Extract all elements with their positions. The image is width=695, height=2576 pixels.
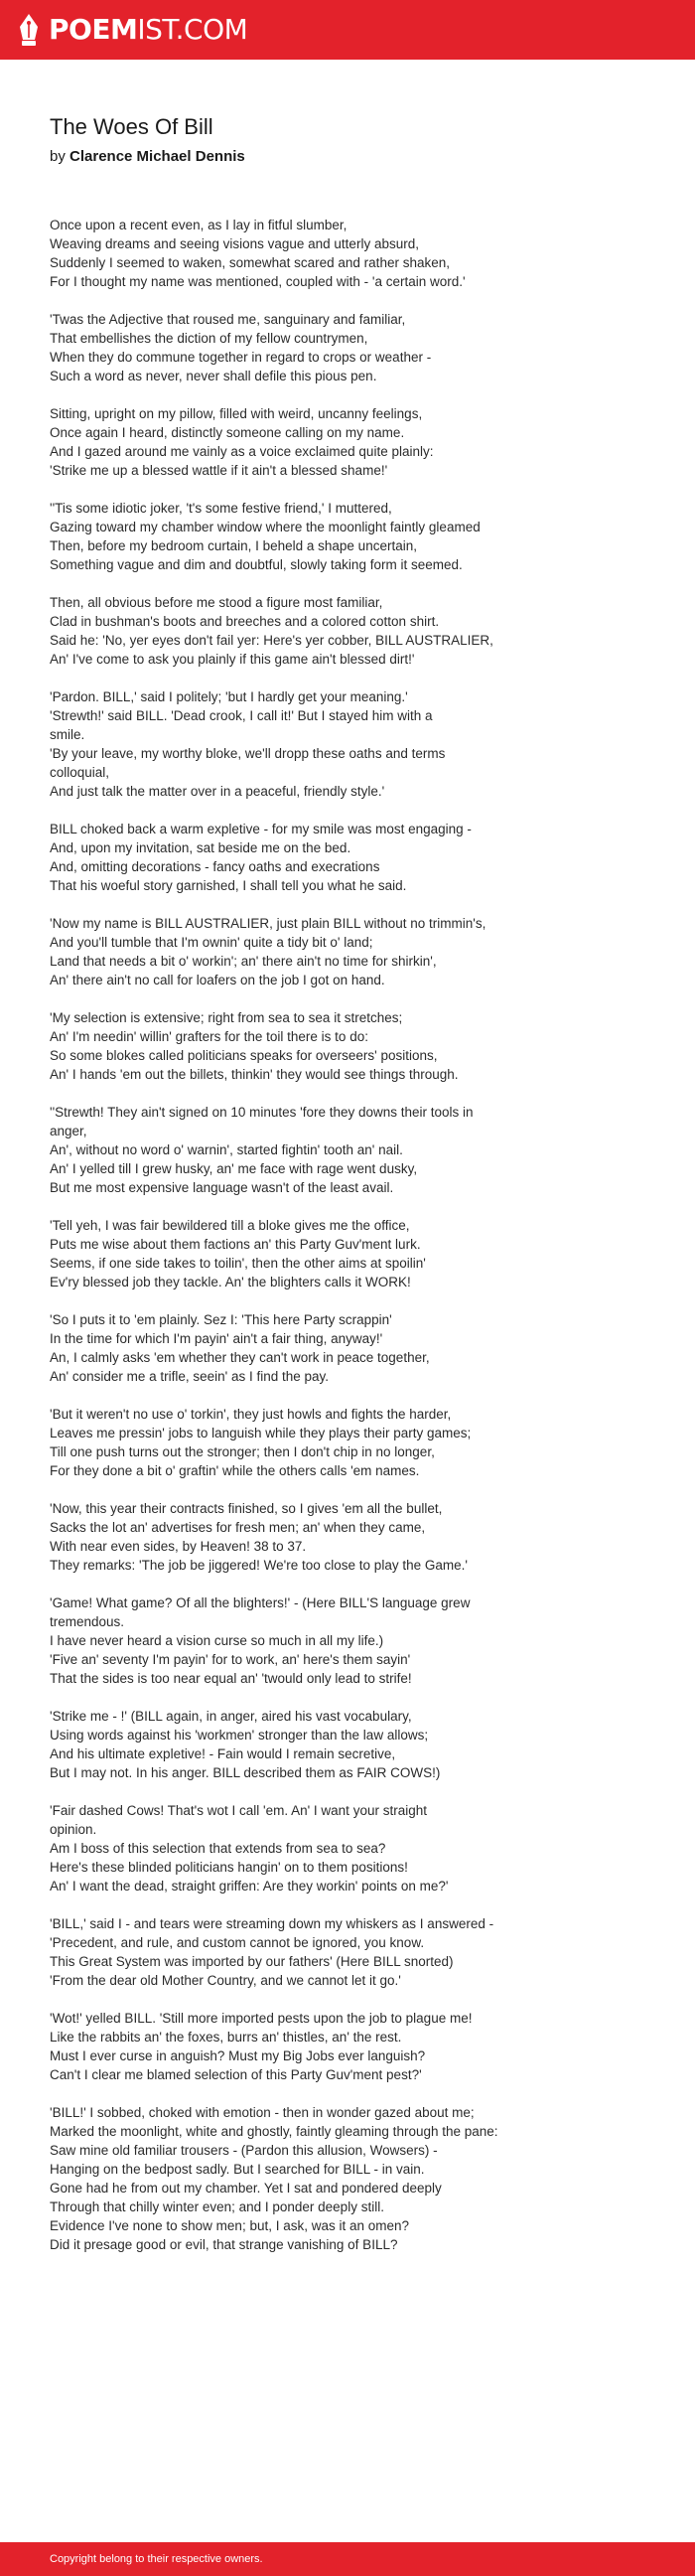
poem-stanza: [50, 914, 581, 989]
copyright-notice: Copyright belong to their respective owners.: [50, 2553, 263, 2565]
poem-stanza: [50, 1310, 581, 1386]
poem-line: That his woeful story garnished, I shall tell you what he said.: [50, 878, 407, 893]
poem-line: And, omitting decorations - fancy oaths and execrations: [50, 859, 380, 874]
poem-line: 'Five an' seventy I'm payin' for to work, an' here's them sayin': [50, 1652, 411, 1667]
poem-line: Once upon a recent even, as I lay in fitful slumber,: [50, 218, 348, 232]
poem-title: The Woes Of Bill: [50, 114, 213, 139]
poem-stanza: [50, 820, 581, 895]
poem-line: But I may not. In his anger. BILL described them as FAIR COWS!): [50, 1765, 441, 1780]
poem-line: And you'll tumble that I'm ownin' quite a tidy bit o' land;: [50, 935, 373, 950]
poem-line: colloquial,: [50, 765, 110, 780]
poem-line: And I gazed around me vainly as a voice exclaimed quite plainly:: [50, 444, 434, 459]
poem-line: An' I hands 'em out the billets, thinkin' they would see things through.: [50, 1067, 459, 1082]
poem-line: 'Wot!' yelled BILL. 'Still more imported pests upon the job to plague me!: [50, 2011, 473, 2026]
poem-stanza: [50, 1499, 581, 1575]
poem-line: 'Now my name is BILL AUSTRALIER, just plain BILL without no trimmin's,: [50, 916, 486, 931]
poem-line: 'My selection is extensive; right from sea to sea it stretches;: [50, 1010, 403, 1025]
poem-line: An' there ain't no call for loafers on the job I got on hand.: [50, 973, 385, 987]
poem-line: Ev'ry blessed job they tackle. An' the blighters calls it WORK!: [50, 1275, 411, 1289]
poem-line: An' I yelled till I grew husky, an' me face with rage went dusky,: [50, 1161, 418, 1176]
poem-stanza: [50, 404, 581, 480]
poem-line: Like the rabbits an' the foxes, burrs an' thistles, an' the rest.: [50, 2030, 402, 2045]
poem-stanza: [50, 593, 581, 669]
poem-line: anger,: [50, 1124, 87, 1138]
poem-line: Evidence I've none to show men; but, I ask, was it an omen?: [50, 2218, 410, 2233]
poem-line: But me most expensive language wasn't of the least avail.: [50, 1180, 394, 1195]
poem-line: Can't I clear me blamed selection of this Party Guv'ment pest?': [50, 2067, 422, 2082]
poem-line: This Great System was imported by our fathers' (Here BILL snorted): [50, 1954, 454, 1969]
poem-stanza: [50, 1801, 581, 1895]
poem-line: And his ultimate expletive! - Fain would I remain secretive,: [50, 1746, 396, 1761]
site-logo-text: [49, 13, 247, 47]
poem-line: 'Now, this year their contracts finished, so I gives 'em all the bullet,: [50, 1501, 443, 1516]
poem-line: An', without no word o' warnin', started fightin' tooth an' nail.: [50, 1142, 403, 1157]
poem-line: Sacks the lot an' advertises for fresh men; an' when they came,: [50, 1520, 426, 1535]
poem-line: Hanging on the bedpost sadly. But I searched for BILL - in vain.: [50, 2162, 425, 2177]
poem-line: And, upon my invitation, sat beside me on the bed.: [50, 840, 351, 855]
poem-stanza: [50, 216, 581, 291]
poem-line: 'Precedent, and rule, and custom cannot be ignored, you know.: [50, 1935, 425, 1950]
poem-stanza: [50, 687, 581, 801]
poem-line: For I thought my name was mentioned, coupled with - 'a certain word.': [50, 274, 466, 289]
poem-line: Said he: 'No, yer eyes don't fail yer: Here's yer cobber, BILL AUSTRALIER,: [50, 633, 493, 648]
poem-line: With near even sides, by Heaven! 38 to 37.: [50, 1539, 307, 1554]
poem-line: tremendous.: [50, 1614, 125, 1629]
poem-line: An, I calmly asks 'em whether they can't work in peace together,: [50, 1350, 430, 1365]
poem-line: 'Strike me - !' (BILL again, in anger, aired his vast vocabulary,: [50, 1709, 412, 1724]
poem-line: Am I boss of this selection that extends from sea to sea?: [50, 1841, 386, 1856]
site-logo[interactable]: [18, 13, 247, 47]
poem-line: ''Strewth! They ain't signed on 10 minutes 'fore they downs their tools in: [50, 1105, 474, 1120]
poem-line: 'So I puts it to 'em plainly. Sez I: 'This here Party scrappin': [50, 1312, 392, 1327]
poem-line: Clad in bushman's boots and breeches and a colored cotton shirt.: [50, 614, 440, 629]
poem-line: I have never heard a vision curse so much in all my life.): [50, 1633, 384, 1648]
poem-line: Till one push turns out the stronger; then I don't chip in no longer,: [50, 1444, 435, 1459]
poem-byline: [50, 147, 245, 167]
poem-line: 'Twas the Adjective that roused me, sanguinary and familiar,: [50, 312, 406, 327]
poem-line: An' I want the dead, straight griffen: Are they workin' points on me?': [50, 1879, 449, 1894]
poem-line: Such a word as never, never shall defile this pious pen.: [50, 369, 377, 383]
poem-stanza: [50, 1103, 581, 1197]
poem-line: Did it presage good or evil, that strange vanishing of BILL?: [50, 2237, 398, 2252]
poem-line: Gazing toward my chamber window where the moonlight faintly gleamed: [50, 520, 481, 534]
poem-stanza: [50, 1008, 581, 1084]
poem-line: An' consider me a trifle, seein' as I find the pay.: [50, 1369, 330, 1384]
poem-line: When they do commune together in regard to crops or weather -: [50, 350, 432, 365]
poem-line: Then, before my bedroom curtain, I beheld a shape uncertain,: [50, 538, 417, 553]
byline-prefix: by: [50, 148, 66, 165]
logo-text-light: IST.COM: [137, 13, 248, 46]
poem-line: 'Fair dashed Cows! That's wot I call 'em. An' I want your straight: [50, 1803, 427, 1818]
poem-line: Leaves me pressin' jobs to languish while they plays their party games;: [50, 1426, 472, 1440]
poem-stanza: [50, 310, 581, 385]
poem-line: Using words against his 'workmen' stronger than the law allows;: [50, 1728, 429, 1743]
poem-line: An' I've come to ask you plainly if this game ain't blessed dirt!': [50, 652, 415, 667]
poem-line: Weaving dreams and seeing visions vague and utterly absurd,: [50, 236, 419, 251]
poem-line: ''Tis some idiotic joker, 't's some festive friend,' I muttered,: [50, 501, 392, 516]
poem-line: 'Strike me up a blessed wattle if it ain't a blessed shame!': [50, 463, 388, 478]
poem-stanza: [50, 2103, 581, 2254]
poem-line: Suddenly I seemed to waken, somewhat scared and rather shaken,: [50, 255, 450, 270]
site-footer: [0, 2542, 695, 2576]
poem-stanza: [50, 1216, 581, 1291]
poem-line: In the time for which I'm payin' ain't a fair thing, anyway!': [50, 1331, 383, 1346]
site-header: [0, 0, 695, 60]
logo-text-bold: POEM: [49, 13, 138, 46]
poem-line: 'Strewth!' said BILL. 'Dead crook, I call it!' But I stayed him with a: [50, 708, 433, 723]
poem-line: 'From the dear old Mother Country, and we cannot let it go.': [50, 1973, 401, 1988]
poem-line: Something vague and dim and doubtful, slowly taking form it seemed.: [50, 557, 463, 572]
poem-stanza: [50, 1914, 581, 1990]
poem-line: And just talk the matter over in a peaceful, friendly style.': [50, 784, 385, 799]
poem-line: They remarks: 'The job be jiggered! We're too close to play the Game.': [50, 1558, 468, 1573]
fountain-pen-nib-icon: [18, 13, 40, 47]
poem-stanza: [50, 1707, 581, 1782]
poem-line: Land that needs a bit o' workin'; an' there ain't no time for shirkin',: [50, 954, 437, 969]
poem-line: 'Pardon. BILL,' said I politely; 'but I hardly get your meaning.': [50, 689, 408, 704]
poem-line: Saw mine old familiar trousers - (Pardon this allusion, Wowsers) -: [50, 2143, 438, 2158]
poem-line: 'But it weren't no use o' torkin', they just howls and fights the harder,: [50, 1407, 452, 1422]
poem-line: An' I'm needin' willin' grafters for the toil there is to do:: [50, 1029, 368, 1044]
poem-line: Must I ever curse in anguish? Must my Big Jobs ever languish?: [50, 2048, 426, 2063]
poem-author[interactable]: Clarence Michael Dennis: [70, 148, 245, 165]
poem-line: So some blokes called politicians speaks for overseers' positions,: [50, 1048, 438, 1063]
poem-line: 'BILL!' I sobbed, choked with emotion - then in wonder gazed about me;: [50, 2105, 475, 2120]
poem-line: Seems, if one side takes to toilin', then the other aims at spoilin': [50, 1256, 426, 1271]
poem-line: 'BILL,' said I - and tears were streaming down my whiskers as I answered -: [50, 1916, 494, 1931]
poem-line: That embellishes the diction of my fellow countrymen,: [50, 331, 368, 346]
poem-line: 'Tell yeh, I was fair bewildered till a bloke gives me the office,: [50, 1218, 410, 1233]
poem-body: [50, 216, 581, 2273]
poem-line: Puts me wise about them factions an' this Party Guv'ment lurk.: [50, 1237, 421, 1252]
poem-line: Gone had he from out my chamber. Yet I sat and pondered deeply: [50, 2181, 442, 2196]
poem-line: Once again I heard, distinctly someone calling on my name.: [50, 425, 405, 440]
poem-line: smile.: [50, 727, 85, 742]
poem-line: 'By your leave, my worthy bloke, we'll dropp these oaths and terms: [50, 746, 446, 761]
poem-line: opinion.: [50, 1822, 97, 1837]
poem-line: Sitting, upright on my pillow, filled with weird, uncanny feelings,: [50, 406, 423, 421]
poem-line: For they done a bit o' graftin' while the others calls 'em names.: [50, 1463, 420, 1478]
poem-line: BILL choked back a warm expletive - for my smile was most engaging -: [50, 822, 472, 836]
poem-line: Here's these blinded politicians hangin' on to them positions!: [50, 1860, 408, 1875]
poem-stanza: [50, 1405, 581, 1480]
poem-stanza: [50, 499, 581, 574]
poem-line: That the sides is too near equal an' 'twould only lead to strife!: [50, 1671, 412, 1686]
poem-stanza: [50, 2009, 581, 2084]
poem-line: Then, all obvious before me stood a figure most familiar,: [50, 595, 383, 610]
poem-line: Marked the moonlight, white and ghostly, faintly gleaming through the pane:: [50, 2124, 498, 2139]
poem-stanza: [50, 1593, 581, 1688]
poem-line: Through that chilly winter even; and I ponder deeply still.: [50, 2199, 384, 2214]
poem-line: 'Game! What game? Of all the blighters!' - (Here BILL'S language grew: [50, 1595, 471, 1610]
